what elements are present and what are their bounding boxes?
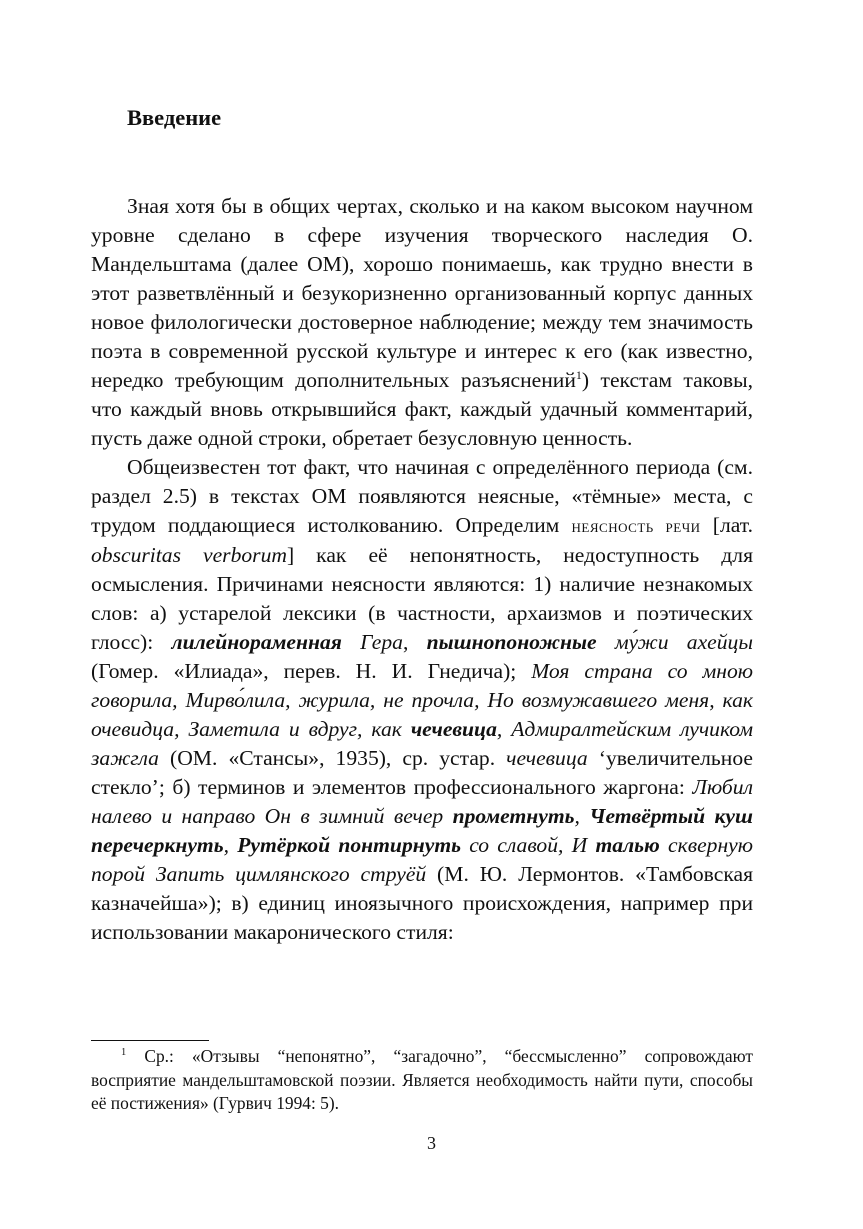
paragraph-1	[91, 192, 753, 453]
p2-text-7: ‘увеличительное стекло’; б) терминов и элементов профессионального жаргона:	[91, 746, 753, 799]
italic-quote: со славой, И	[460, 833, 596, 857]
bold-italic-word: прометнуть	[452, 804, 575, 828]
footnote-reference[interactable]: 1	[575, 367, 582, 382]
paragraph-1-part-2: ) текстам таковы, что каждый вновь открывшийся факт, каждый удачный комментарий, пусть даже одной строки, обретает безусловную ценность.	[91, 368, 753, 450]
p2-text-8: (М. Ю. Лермонтов. «Тамбовская казначейша»); в) единиц иноязычного происхождения, например при использовании макаронического стиля:	[91, 862, 753, 944]
italic-quote: Любил налево и направо Он в зимний вечер	[91, 775, 753, 828]
italic-quote: ,	[574, 804, 590, 828]
small-caps-term: неясность речи	[571, 516, 701, 536]
footnote-divider	[91, 1040, 209, 1041]
footnote-text: Ср.: «Отзывы “непонятно”, “загадочно”, “бессмысленно” сопровождают восприятие мандельштамовской поэзии. Является необходимость найти пути, способы её постижения» (Гурвич 1994: 5).	[91, 1046, 753, 1113]
italic-quote: , Адмиралтейским лучиком зажгла	[91, 717, 754, 770]
p2-text-1: Общеизвестен тот факт, что начиная с определённого периода (см. раздел 2.5) в текстах ОМ появляются неясные, «тёмные» места, с трудом поддающиеся истолкованию. Определим	[91, 455, 753, 537]
bold-italic-word: лилейнораменная	[171, 630, 342, 654]
italic-quote: Моя страна со мною говорила, Мирво́лила, журила, не прочла, Но возмужавшего меня, как очевидца, Заметила и вдруг, как	[91, 659, 753, 741]
italic-quote: ,	[223, 833, 238, 857]
bold-italic-word: чечевица	[410, 717, 497, 741]
page-number: 3	[427, 1133, 436, 1153]
bold-italic-word: талью	[595, 833, 660, 857]
body-text	[91, 192, 753, 947]
italic-quote: Гера	[341, 630, 403, 654]
footnote-number: 1	[121, 1047, 127, 1059]
italic-word: чечевица	[506, 746, 588, 770]
p2-text-4: ,	[402, 630, 427, 654]
italic-quote: скверную порой Запить цимлянского струёй	[91, 833, 753, 886]
p2-text-5: (Гомер. «Илиада», перев. Н. И. Гнедича);	[91, 659, 532, 683]
footnote	[91, 1045, 753, 1116]
paragraph-1-part-1: Зная хотя бы в общих чертах, сколько и на каком высоком научном уровне сделано в сфере изучения творческого наследия О. Мандельштама (далее ОМ), хорошо понимаешь, как трудно внести в этот разветвлённый и безукоризненно организованный корпус данных новое филологически достоверное наблюдение; между тем значимость поэта в современной русской культуре и интерес к его (как известно, нередко требующим дополнительных разъяснений	[91, 194, 753, 392]
bold-italic-word: Четвёртый куш перечеркнуть	[91, 804, 754, 857]
bold-italic-word: Рутёркой понтирнуть	[237, 833, 461, 857]
bold-italic-word: пышнопоножные	[426, 630, 597, 654]
section-heading: Введение	[127, 105, 222, 130]
p2-text-2: [лат.	[700, 513, 753, 537]
italic-quote: му́жи ахейцы	[596, 630, 753, 654]
p2-text-3: ] как её непонятность, недоступность для осмысления. Причинами неясности являются: 1) наличие незнакомых слов: а) устарелой лексики (в частности, архаизмов и поэтических глосс):	[91, 543, 753, 654]
paragraph-2	[91, 453, 753, 947]
p2-text-6: (ОМ. «Стансы», 1935), ср. устар.	[158, 746, 507, 770]
latin-term: obscuritas verborum	[91, 543, 287, 567]
